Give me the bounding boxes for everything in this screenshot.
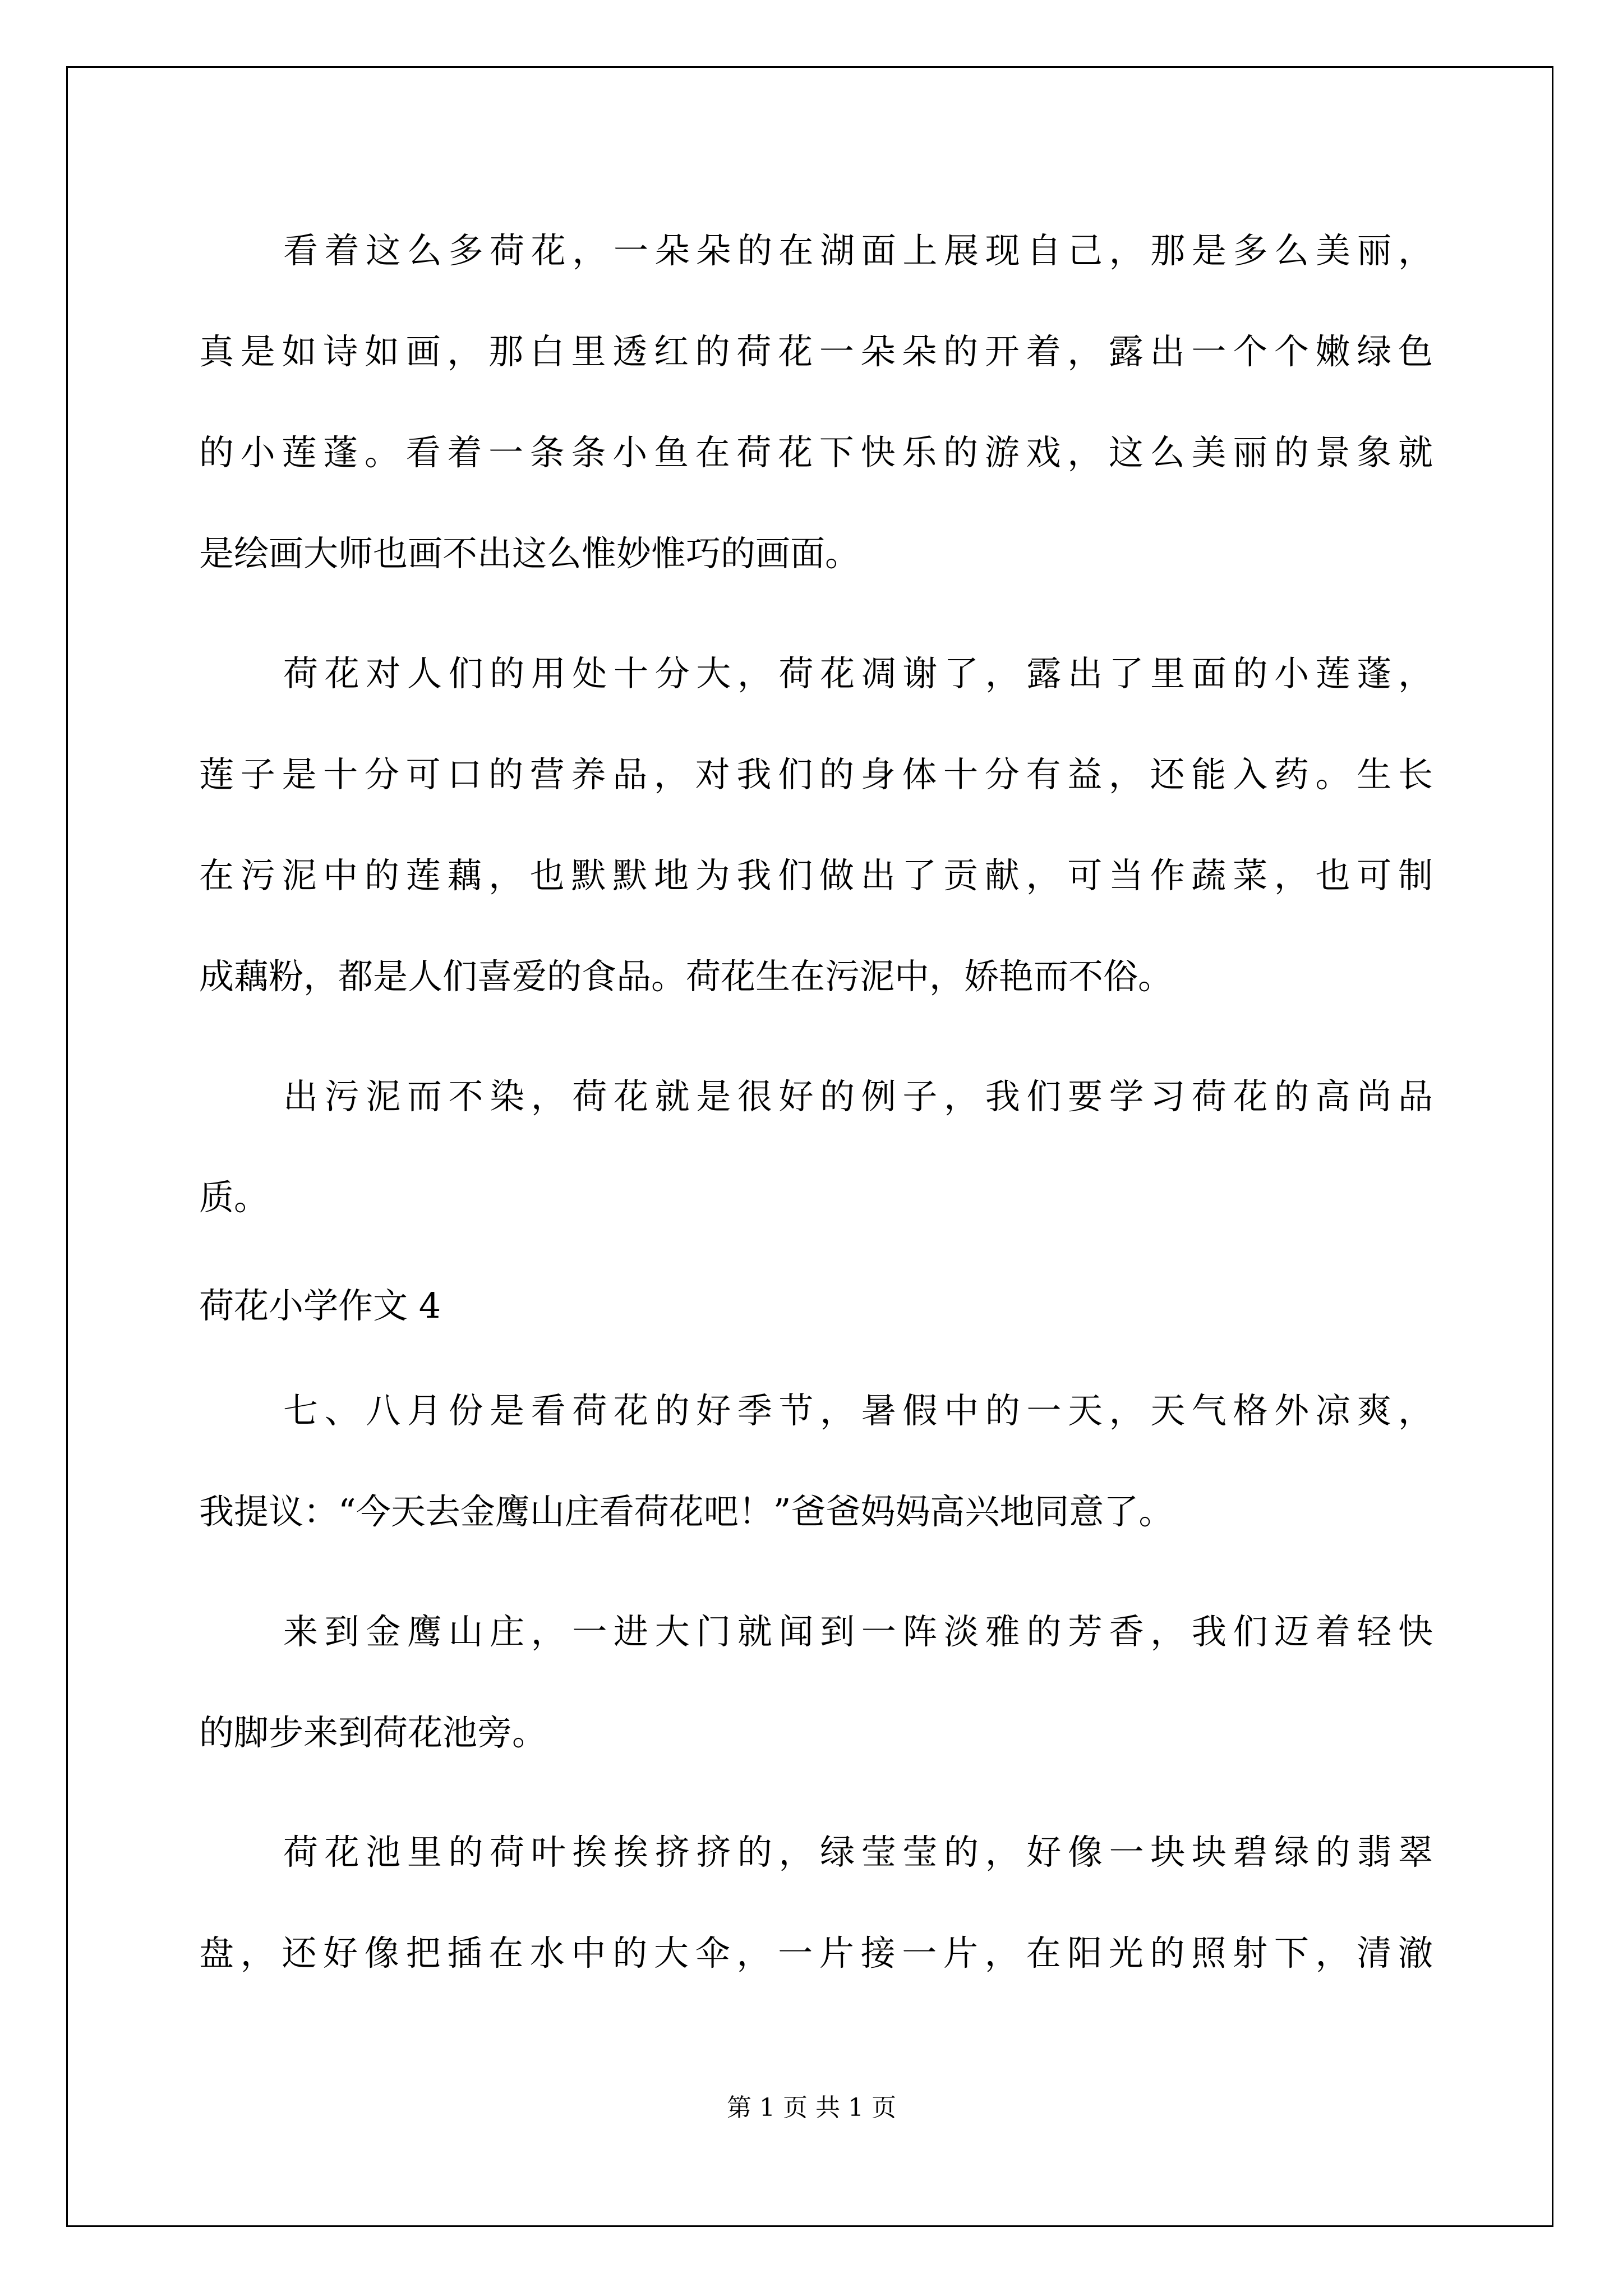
paragraph-line: 荷花对人们的用处十分大，荷花凋谢了，露出了里面的小莲蓬，: [283, 653, 1433, 694]
paragraph-line: 成藕粉，都是人们喜爱的食品。荷花生在污泥中，娇艳而不俗。: [199, 956, 1173, 997]
paragraph-line: 的小莲蓬。看着一条条小鱼在荷花下快乐的游戏，这么美丽的景象就: [199, 432, 1433, 473]
paragraph-line: 质。: [199, 1177, 269, 1218]
paragraph-line: 出污泥而不染，荷花就是很好的例子，我们要学习荷花的高尚品: [283, 1076, 1433, 1117]
paragraph-line: 七、八月份是看荷花的好季节，暑假中的一天，天气格外凉爽，: [283, 1390, 1433, 1431]
page-number-footer: 第 1 页 共 1 页: [727, 2093, 896, 2122]
page-frame: [66, 66, 1553, 2227]
paragraph-line: 的脚步来到荷花池旁。: [199, 1712, 547, 1753]
paragraph-line: 我提议：“今天去金鹰山庄看荷花吧！”爸爸妈妈高兴地同意了。: [199, 1491, 1174, 1532]
section-heading: 荷花小学作文 4: [199, 1285, 441, 1326]
paragraph-line: 是绘画大师也画不出这么惟妙惟巧的画面。: [199, 533, 860, 574]
paragraph-line: 莲子是十分可口的营养品，对我们的身体十分有益，还能入药。生长: [199, 754, 1433, 795]
paragraph-line: 看着这么多荷花，一朵朵的在湖面上展现自己，那是多么美丽，: [283, 230, 1433, 271]
paragraph-line: 荷花池里的荷叶挨挨挤挤的，绿莹莹的，好像一块块碧绿的翡翠: [283, 1832, 1433, 1872]
paragraph-line: 来到金鹰山庄，一进大门就闻到一阵淡雅的芳香，我们迈着轻快: [283, 1611, 1433, 1652]
paragraph-line: 在污泥中的莲藕，也默默地为我们做出了贡献，可当作蔬菜，也可制: [199, 855, 1433, 896]
paragraph-line: 盘，还好像把插在水中的大伞，一片接一片，在阳光的照射下，清澈: [199, 1932, 1433, 1973]
paragraph-line: 真是如诗如画，那白里透红的荷花一朵朵的开着，露出一个个嫩绿色: [199, 331, 1433, 372]
